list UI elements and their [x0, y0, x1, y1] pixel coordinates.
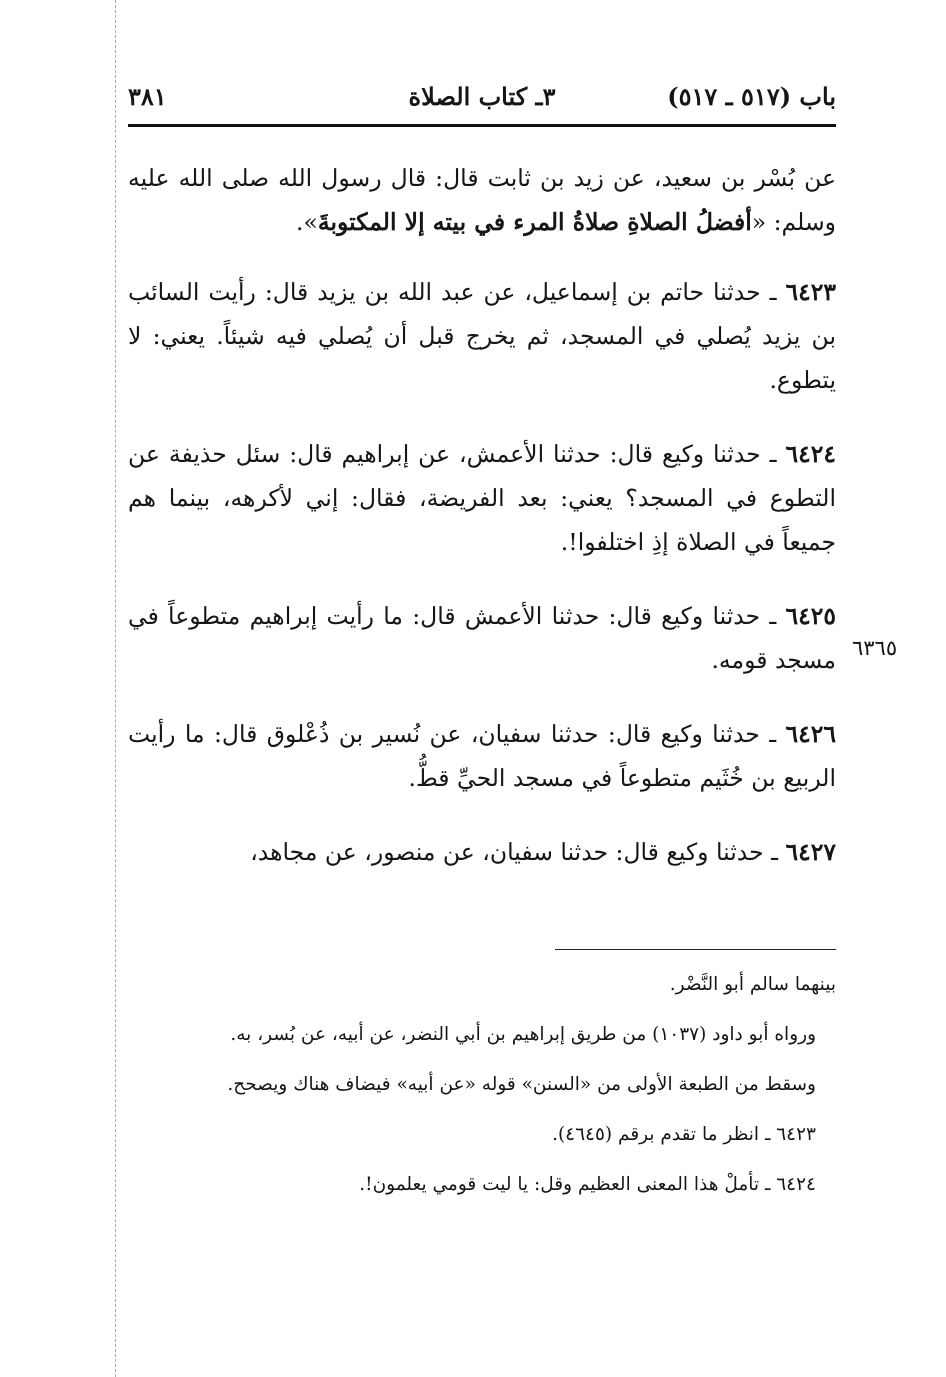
- main-text: [128, 156, 836, 904]
- hadith-text-end: ».: [296, 208, 318, 236]
- footnote: ورواه أبو داود (١٠٣٧) من طريق إبراهيم بن أبي النضر، عن أبيه، عن بُسر، به.: [230, 1024, 816, 1045]
- hadith-number: ٦٤٢٥: [785, 602, 836, 630]
- hadith-text: ـ حدثنا حاتم بن إسماعيل، عن عبد الله بن يزيد قال: رأيت السائب بن يزيد يُصلي في المسجد، ثم يخرج قبل أن يُصلي فيه شيئاً. يعني: لا يتطوع.: [128, 278, 836, 394]
- hadith-text: ـ حدثنا وكيع قال: حدثنا سفيان، عن نُسير بن ذُعْلوق قال: ما رأيت الربيع بن خُثَيم متطوعاً في مسجد الحيِّ قطُّ.: [128, 720, 836, 792]
- hadith-number: ٦٤٢٦: [785, 720, 836, 748]
- hadith-6424: [128, 432, 836, 564]
- footnote: وسقط من الطبعة الأولى من «السنن» قوله «عن أبيه» فيضاف هناك ويصحح.: [227, 1074, 816, 1095]
- hadith-number: ٦٤٢٧: [785, 838, 836, 866]
- hadith-number: ٦٤٢٤: [785, 440, 836, 468]
- running-header: [128, 76, 836, 116]
- header-rule: [128, 124, 836, 127]
- book-title: ٣ـ كتاب الصلاة: [408, 82, 556, 111]
- footnote: ٦٤٢٣ ـ انظر ما تقدم برقم (٤٦٤٥).: [552, 1124, 816, 1145]
- page-number: ٣٨١: [128, 82, 167, 111]
- footnote: بينهما سالم أبو النَّضْر.: [669, 974, 836, 995]
- chapter-title: باب (٥١٧ ـ ٥١٧): [667, 82, 836, 111]
- hadith-text: ـ حدثنا وكيع قال: حدثنا سفيان، عن منصور، عن مجاهد،: [250, 838, 779, 866]
- hadith-6426: [128, 712, 836, 800]
- hadith-6425: [128, 594, 836, 682]
- margin-cross-reference: ٦٣٦٥: [852, 636, 898, 660]
- footnotes: [128, 966, 836, 1216]
- footnote-rule: [555, 949, 836, 950]
- page-binding-edge: [115, 0, 116, 1377]
- hadith-continuation: [128, 156, 836, 244]
- footnote: ٦٤٢٤ ـ تأملْ هذا المعنى العظيم وقل: يا ليت قومي يعلمون!.: [359, 1174, 816, 1195]
- hadith-6427: [128, 830, 836, 874]
- hadith-text: ـ حدثنا وكيع قال: حدثنا الأعمش، عن إبراهيم قال: سئل حذيفة عن التطوع في المسجد؟ يعني: بعد الفريضة، فقال: إني لأكرهه، بينما هم جميعاً في الصلاة إذِ اختلفوا!.: [128, 440, 836, 556]
- hadith-quote: أفضلُ الصلاةِ صلاةُ المرء في بيته إلا المكتوبةَ: [317, 208, 752, 236]
- hadith-6423: [128, 270, 836, 402]
- hadith-number: ٦٤٢٣: [785, 278, 836, 306]
- hadith-text: عن بُسْر بن سعيد، عن زيد بن ثابت قال: قال رسول الله صلى الله عليه وسلم: «: [128, 164, 836, 236]
- hadith-text: ـ حدثنا وكيع قال: حدثنا الأعمش قال: ما رأيت إبراهيم متطوعاً في مسجد قومه.: [128, 602, 836, 674]
